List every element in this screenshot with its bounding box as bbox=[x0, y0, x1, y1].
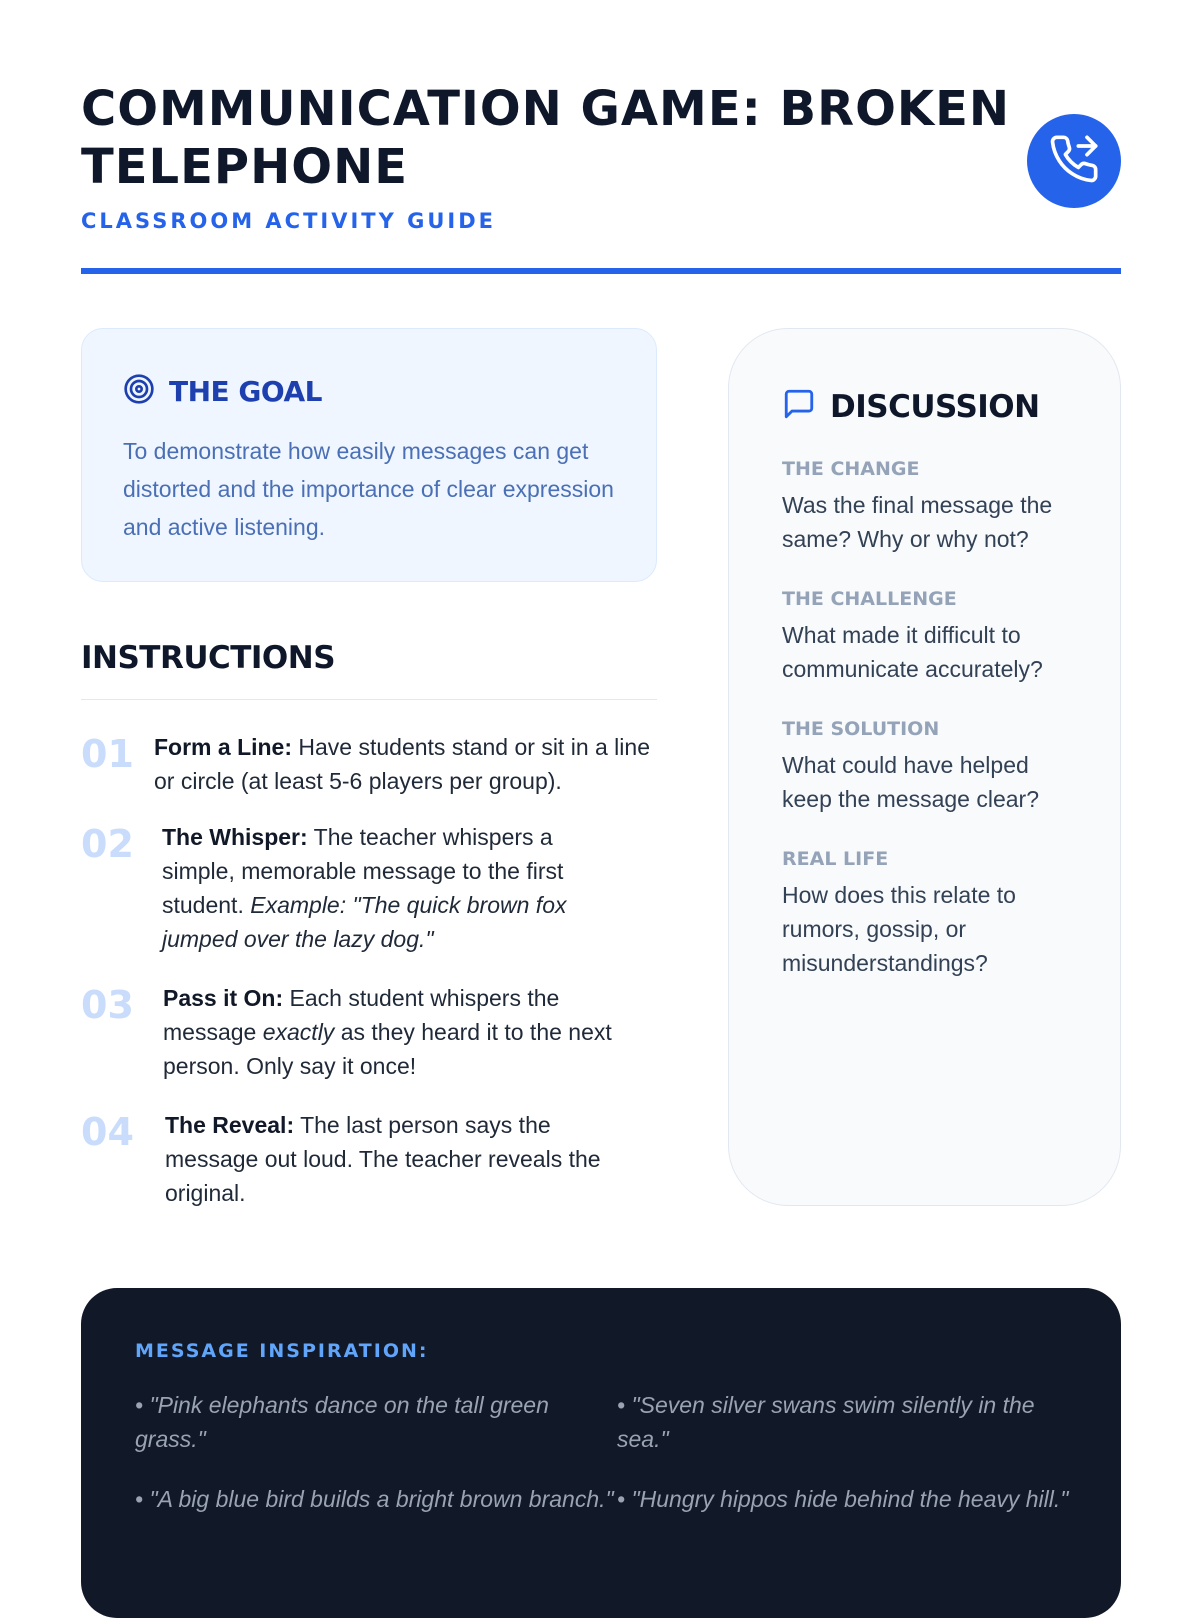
step-body: Have students stand or sit in a line or circle (at least 5-6 players per group). bbox=[154, 734, 650, 794]
step-number: 03 bbox=[81, 983, 134, 1027]
instructions-divider bbox=[81, 699, 657, 700]
instructions-title: INSTRUCTIONS bbox=[81, 640, 336, 676]
step-emphasis: exactly bbox=[262, 1019, 335, 1045]
step-label: The Whisper: bbox=[162, 824, 308, 850]
phone-badge bbox=[1027, 114, 1121, 208]
chat-bubble-icon bbox=[782, 387, 816, 426]
discussion-header bbox=[782, 387, 1080, 426]
message-inspiration-panel bbox=[81, 1288, 1121, 1618]
question-label: REAL LIFE bbox=[782, 848, 889, 870]
step-body-end: as they heard it to the next person. Only say it once! bbox=[163, 1019, 612, 1079]
step-number: 02 bbox=[81, 822, 134, 866]
goal-text: To demonstrate how easily messages can get distorted and the importance of clear expression and active listening. bbox=[123, 438, 614, 540]
step-text bbox=[154, 730, 654, 798]
discussion-card bbox=[728, 328, 1121, 1206]
goal-header bbox=[123, 373, 616, 410]
step-text bbox=[162, 820, 622, 956]
step-body: Each student whispers the message bbox=[163, 985, 560, 1045]
question-label: THE CHANGE bbox=[782, 458, 920, 480]
step-number: 01 bbox=[81, 732, 134, 776]
goal-card bbox=[81, 328, 657, 582]
inspiration-message: • "Pink elephants dance on the tall green grass." bbox=[135, 1392, 549, 1452]
instruction-step-4 bbox=[81, 1108, 657, 1210]
step-label: The Reveal: bbox=[165, 1112, 295, 1138]
inspiration-message: • "Seven silver swans swim silently in the sea." bbox=[617, 1392, 1035, 1452]
question-label: THE CHALLENGE bbox=[782, 588, 957, 610]
instruction-step-2 bbox=[81, 820, 657, 956]
discussion-question-1 bbox=[782, 458, 1080, 556]
question-text: Was the final message the same? Why or why not? bbox=[782, 492, 1053, 552]
step-text bbox=[165, 1108, 645, 1210]
discussion-question-4 bbox=[782, 848, 1080, 980]
step-label: Form a Line: bbox=[154, 734, 293, 760]
question-text: What made it difficult to communicate accurately? bbox=[782, 622, 1043, 682]
goal-title: THE GOAL bbox=[169, 375, 322, 408]
step-body: The teacher whispers a simple, memorable message to the first student. bbox=[162, 824, 564, 918]
inspiration-message: • "A big blue bird builds a bright brown branch." bbox=[135, 1486, 614, 1512]
target-icon bbox=[123, 373, 155, 410]
question-label: THE SOLUTION bbox=[782, 718, 940, 740]
step-body: The last person says the message out loud. The teacher reveals the original. bbox=[165, 1112, 601, 1206]
discussion-question-2 bbox=[782, 588, 1080, 686]
instruction-step-3 bbox=[81, 981, 657, 1083]
inspiration-title: MESSAGE INSPIRATION: bbox=[135, 1340, 429, 1362]
phone-forward-icon bbox=[1048, 133, 1100, 190]
question-text: How does this relate to rumors, gossip, or misunderstandings? bbox=[782, 882, 1016, 976]
instruction-step-1 bbox=[81, 730, 657, 798]
inspiration-message: • "Hungry hippos hide behind the heavy hill." bbox=[617, 1486, 1069, 1512]
page-subtitle: CLASSROOM ACTIVITY GUIDE bbox=[81, 209, 497, 233]
step-label: Pass it On: bbox=[163, 985, 284, 1011]
header-divider bbox=[81, 268, 1121, 274]
step-text bbox=[163, 981, 657, 1083]
inspiration-list bbox=[135, 1388, 1067, 1516]
step-example: Example: "The quick brown fox jumped over the lazy dog." bbox=[162, 892, 567, 952]
question-text: What could have helped keep the message clear? bbox=[782, 752, 1039, 812]
page-title: COMMUNICATION GAME: BROKEN TELEPHONE bbox=[81, 81, 1011, 195]
discussion-question-3 bbox=[782, 718, 1080, 816]
step-number: 04 bbox=[81, 1110, 134, 1154]
discussion-title: DISCUSSION bbox=[830, 388, 1040, 425]
